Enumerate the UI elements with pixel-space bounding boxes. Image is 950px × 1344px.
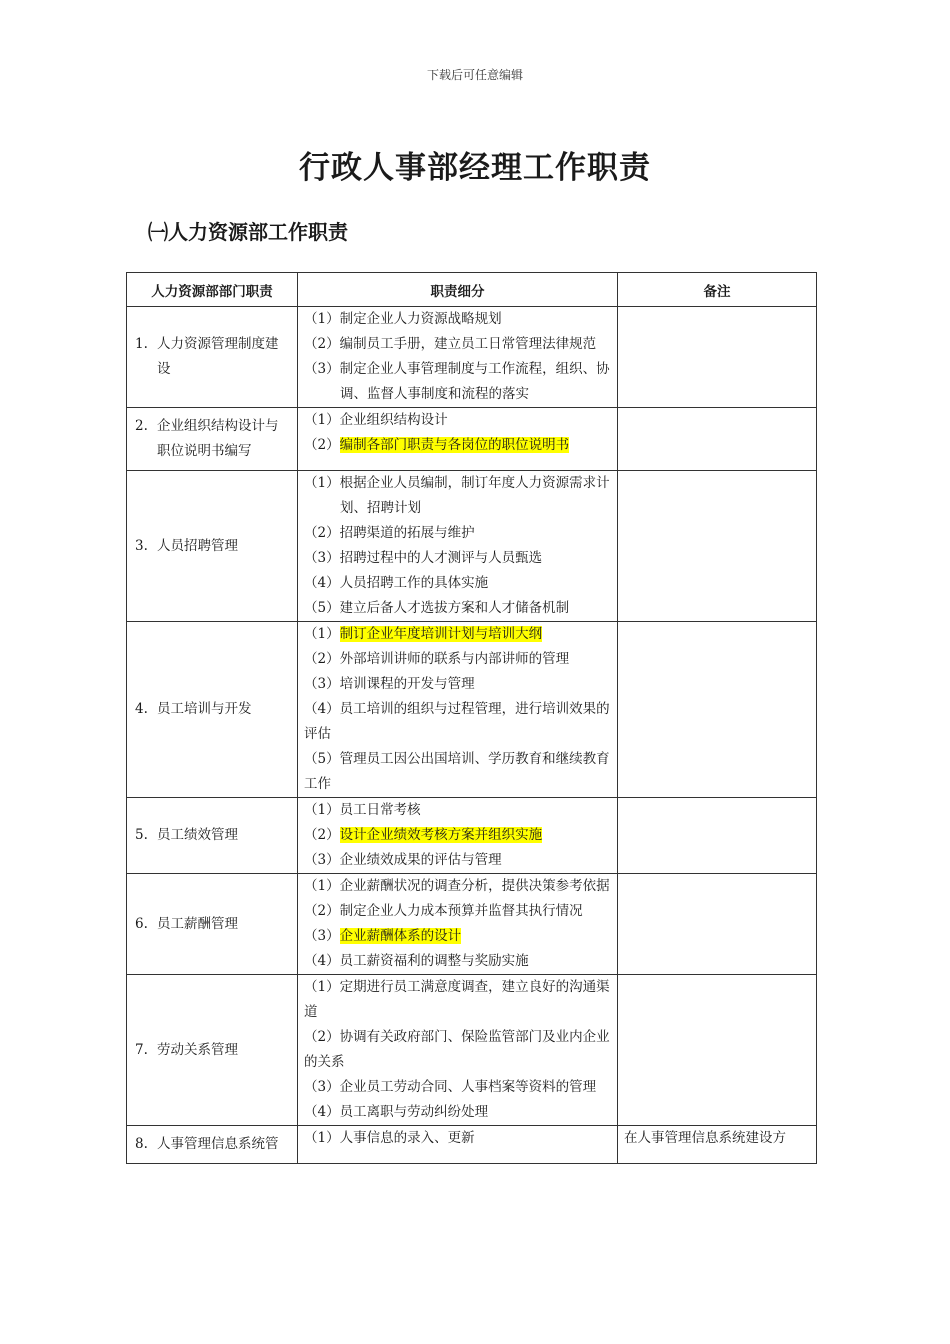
duty-item-text: 企业薪酬状况的调查分析，提供决策参考依据: [339, 878, 610, 894]
duty-item-text: 企业组织结构设计: [339, 412, 448, 428]
department-duty: 企业组织结构设计与职位说明书编写: [157, 418, 279, 459]
department-duty: 劳动关系管理: [157, 1041, 238, 1058]
department-cell: [127, 798, 298, 874]
duty-item-number: （4）: [304, 575, 340, 591]
duty-item-text: 招聘过程中的人才测评与人员甄选: [339, 550, 543, 566]
duty-details-cell: [298, 471, 618, 622]
department-cell: [127, 471, 298, 622]
duty-item: [304, 798, 611, 823]
duty-item: [304, 647, 611, 672]
row-number: 8.: [135, 1136, 148, 1152]
duty-item-text: 培训课程的开发与管理: [339, 676, 475, 692]
duty-table-body: [127, 307, 817, 1164]
highlighted-duty-text: 设计企业绩效考核方案并组织实施: [339, 827, 543, 843]
duty-item: [304, 949, 611, 974]
department-duty: 员工绩效管理: [157, 827, 238, 843]
duty-item-number: （1）: [304, 802, 340, 818]
duty-item-number: （2）: [304, 827, 340, 843]
duty-item-number: （5）: [304, 751, 340, 767]
row-number: 2.: [135, 418, 148, 434]
duty-item: [304, 596, 611, 621]
duty-item-number: （3）: [304, 676, 340, 692]
table-row: [127, 307, 817, 408]
department-cell: [127, 1126, 298, 1164]
department-cell: [127, 408, 298, 471]
duty-item-number: （2）: [304, 437, 340, 453]
remarks-cell: [618, 307, 817, 408]
download-note: 下载后可任意编辑: [426, 68, 523, 82]
table-row: [127, 408, 817, 471]
department-cell: [127, 622, 298, 798]
duty-item-number: （3）: [304, 361, 340, 377]
duty-item-number: （5）: [304, 600, 340, 616]
duty-item: [304, 521, 611, 546]
remarks-cell: [618, 798, 817, 874]
remarks-cell: [618, 408, 817, 471]
duty-item-text: 人员招聘工作的具体实施: [339, 575, 489, 591]
duty-item-number: （1）: [304, 878, 340, 894]
duty-item: [304, 1025, 611, 1075]
row-number: 1.: [135, 336, 148, 352]
duty-item: [304, 848, 611, 873]
duty-item-text: 建立后备人才选拔方案和人才储备机制: [339, 600, 570, 616]
duty-item-number: （2）: [304, 903, 340, 919]
duty-item: [304, 408, 611, 433]
duty-item-number: （3）: [304, 928, 340, 944]
duty-item-number: （3）: [304, 1079, 340, 1095]
duty-item-number: （1）: [304, 1130, 340, 1146]
row-number: 6.: [135, 915, 148, 932]
duty-item: [304, 899, 611, 924]
duty-item: [304, 622, 611, 647]
duty-item: [304, 1100, 611, 1125]
duty-item-number: （1）: [304, 626, 340, 642]
table-header-row: [127, 273, 817, 307]
table-row: [127, 798, 817, 874]
duty-item-text: 招聘渠道的拓展与维护: [339, 525, 475, 541]
duty-item-text: 管理员工因公出国培训、学历教育和继续教育工作: [304, 751, 610, 792]
table-row: [127, 975, 817, 1126]
duty-item: [304, 975, 611, 1025]
duty-item-number: （2）: [304, 525, 340, 541]
duty-item-text: 定期进行员工满意度调查，建立良好的沟通渠道: [304, 979, 610, 1020]
duty-item-number: （2）: [304, 1029, 340, 1045]
duty-item: [304, 823, 611, 848]
highlighted-duty-text: 制订企业年度培训计划与培训大纲: [339, 626, 543, 642]
duty-item-text: 外部培训讲师的联系与内部讲师的管理: [339, 651, 570, 667]
duty-item-text: 制定企业人力资源战略规划: [339, 311, 502, 327]
department-cell: [127, 874, 298, 975]
duty-item-number: （4）: [304, 701, 340, 717]
duty-item-text: 员工日常考核: [339, 802, 421, 818]
remarks-cell: [618, 471, 817, 622]
column-header-details: 职责细分: [298, 273, 618, 307]
table-row: [127, 622, 817, 798]
duty-item-number: （1）: [304, 979, 340, 995]
duty-item-text: 制定企业人事管理制度与工作流程，组织、协调、监督人事制度和流程的落实: [339, 361, 610, 402]
duty-item-text: 员工培训的组织与过程管理，进行培训效果的评估: [304, 701, 610, 742]
department-duty: 人力资源管理制度建设: [157, 336, 279, 377]
duty-item-text: 企业绩效成果的评估与管理: [339, 852, 502, 868]
duty-item: [304, 546, 611, 571]
duty-details-cell: [298, 874, 618, 975]
remarks-cell: [618, 975, 817, 1126]
department-duty: 员工培训与开发: [157, 701, 252, 717]
duty-item-text: 编制员工手册，建立员工日常管理法律规范: [339, 336, 597, 352]
duty-item-text: 企业员工劳动合同、人事档案等资料的管理: [339, 1079, 597, 1095]
department-duty: 人员招聘管理: [157, 537, 238, 554]
row-number: 4.: [135, 701, 148, 717]
department-cell: [127, 307, 298, 408]
duty-item-text: 员工薪资福利的调整与奖励实施: [339, 953, 529, 969]
department-cell: [127, 975, 298, 1126]
column-header-department: 人力资源部部门职责: [127, 273, 298, 307]
duty-item: [304, 571, 611, 596]
duty-item-text: 员工离职与劳动纠纷处理: [339, 1104, 489, 1120]
duty-item-number: （4）: [304, 953, 340, 969]
duty-item: [304, 1075, 611, 1100]
row-number: 7.: [135, 1041, 148, 1058]
duty-details-cell: [298, 307, 618, 408]
duty-details-cell: [298, 975, 618, 1126]
duty-item-number: （2）: [304, 336, 340, 352]
duty-item-text: 根据企业人员编制，制订年度人力资源需求计划、招聘计划: [339, 475, 610, 516]
duty-details-cell: [298, 622, 618, 798]
duty-item-number: （1）: [304, 311, 340, 327]
duty-item: [304, 672, 611, 697]
duty-item-number: （1）: [304, 412, 340, 428]
duty-item-number: （1）: [304, 475, 340, 491]
duty-table: [126, 272, 817, 1164]
duty-item: [304, 433, 611, 458]
duty-item: [304, 357, 611, 407]
duty-item-number: （4）: [304, 1104, 340, 1120]
department-duty: 员工薪酬管理: [157, 915, 238, 932]
table-row: [127, 471, 817, 622]
duty-item: [304, 307, 611, 332]
duty-item: [304, 471, 611, 521]
department-duty: 人事管理信息系统管: [157, 1136, 279, 1152]
remarks-cell: [618, 874, 817, 975]
duty-details-cell: [298, 1126, 618, 1164]
column-header-remarks: 备注: [618, 273, 817, 307]
duty-details-cell: [298, 798, 618, 874]
row-number: 3.: [135, 537, 148, 554]
duty-item-text: 人事信息的录入、更新: [339, 1130, 475, 1146]
duty-item: [304, 332, 611, 357]
duty-item-text: 协调有关政府部门、保险监管部门及业内企业的关系: [304, 1029, 610, 1070]
remarks-cell: 在人事管理信息系统建设方: [618, 1126, 817, 1164]
highlighted-duty-text: 企业薪酬体系的设计: [339, 928, 462, 944]
duty-item: [304, 1126, 611, 1151]
duty-item-number: （2）: [304, 651, 340, 667]
row-number: 5.: [135, 827, 148, 843]
duty-item-number: （3）: [304, 852, 340, 868]
table-row: [127, 1126, 817, 1164]
table-row: [127, 874, 817, 975]
remarks-cell: [618, 622, 817, 798]
duty-details-cell: [298, 408, 618, 471]
document-title: 行政人事部经理工作职责: [299, 150, 651, 186]
duty-item: [304, 697, 611, 747]
duty-item: [304, 874, 611, 899]
highlighted-duty-text: 编制各部门职责与各岗位的职位说明书: [339, 437, 570, 453]
duty-item-text: 制定企业人力成本预算并监督其执行情况: [339, 903, 583, 919]
section-heading: ㈠人力资源部工作职责: [148, 220, 348, 244]
duty-item-number: （3）: [304, 550, 340, 566]
duty-item: [304, 747, 611, 797]
duty-item: [304, 924, 611, 949]
